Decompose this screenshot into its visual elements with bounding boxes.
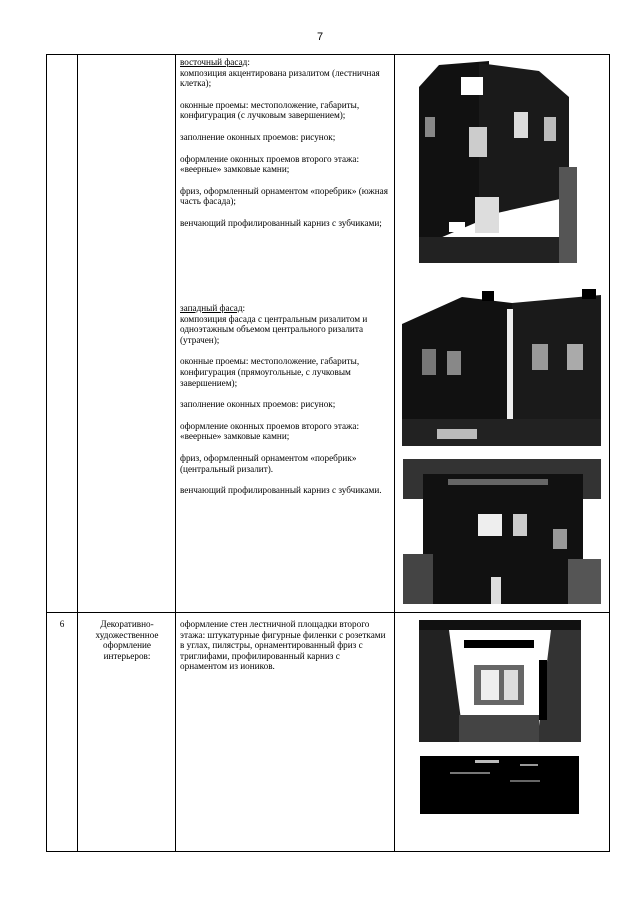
table-border-top xyxy=(46,54,610,55)
interior-photo-2 xyxy=(420,750,579,814)
table-col-divider-1 xyxy=(77,54,78,852)
table-col-divider-3 xyxy=(394,54,395,852)
interior-photo-1 xyxy=(419,620,581,742)
east-facade-item: композиция акцентирована ризалитом (лестничная клетка); xyxy=(180,67,380,89)
west-facade-heading-suffix: : xyxy=(242,303,246,313)
west-facade-item: фриз, оформленный орнаментом «поребрик» (центральный ризалит). xyxy=(180,452,357,474)
east-facade-photo xyxy=(419,57,577,263)
east-facade-heading-suffix: : xyxy=(247,57,250,67)
table-border-bottom xyxy=(46,851,610,852)
page-number: 7 xyxy=(316,31,324,43)
east-facade-item: заполнение оконных проемов: рисунок; xyxy=(180,131,336,142)
table-border-right xyxy=(609,54,610,852)
west-facade-heading: западный фасад xyxy=(180,303,243,313)
row-6-number: 6 xyxy=(59,619,65,629)
table-border-left xyxy=(46,54,47,852)
east-facade-item: оконные проемы: местоположение, габариты, конфигурация (с лучковым завершением); xyxy=(180,99,360,121)
row-6-description: оформление стен лестничной площадки второго этажа: штукатурные фигурные филенки с розетками в углах, пилястры, орнаментированный фриз с триглифами, профилированный карниз с орнаментом из иоников. xyxy=(180,619,386,672)
west-facade-item: венчающий профилированный карниз с зубчиками. xyxy=(180,485,382,496)
row-6-category: Декоративно-художественное оформление интерьеров: xyxy=(95,619,159,661)
table-col-divider-2 xyxy=(175,54,176,852)
west-facade-item: оформление оконных проемов второго этажа: «веерные» замковые камни; xyxy=(180,420,360,442)
east-facade-text xyxy=(180,57,392,240)
west-facade-item: композиция фасада с центральным ризалитом и одноэтажным объемом центрального ризалита (утрачен); xyxy=(180,313,368,345)
west-facade-photo-1 xyxy=(402,289,601,446)
table-row-divider xyxy=(46,612,610,613)
east-facade-heading: восточный фасад xyxy=(180,57,248,67)
east-facade-item: фриз, оформленный орнаментом «поребрик» (южная часть фасада); xyxy=(180,185,388,207)
east-facade-item: венчающий профилированный карниз с зубчиками; xyxy=(180,217,382,228)
west-facade-item: заполнение оконных проемов: рисунок; xyxy=(180,399,336,410)
west-facade-text xyxy=(180,303,394,507)
west-facade-photo-2 xyxy=(403,459,601,604)
west-facade-item: оконные проемы: местоположение, габариты, конфигурация (прямоугольные, с лучковым завершением); xyxy=(180,356,360,388)
east-facade-item: оформление оконных проемов второго этажа: «веерные» замковые камни; xyxy=(180,153,360,175)
